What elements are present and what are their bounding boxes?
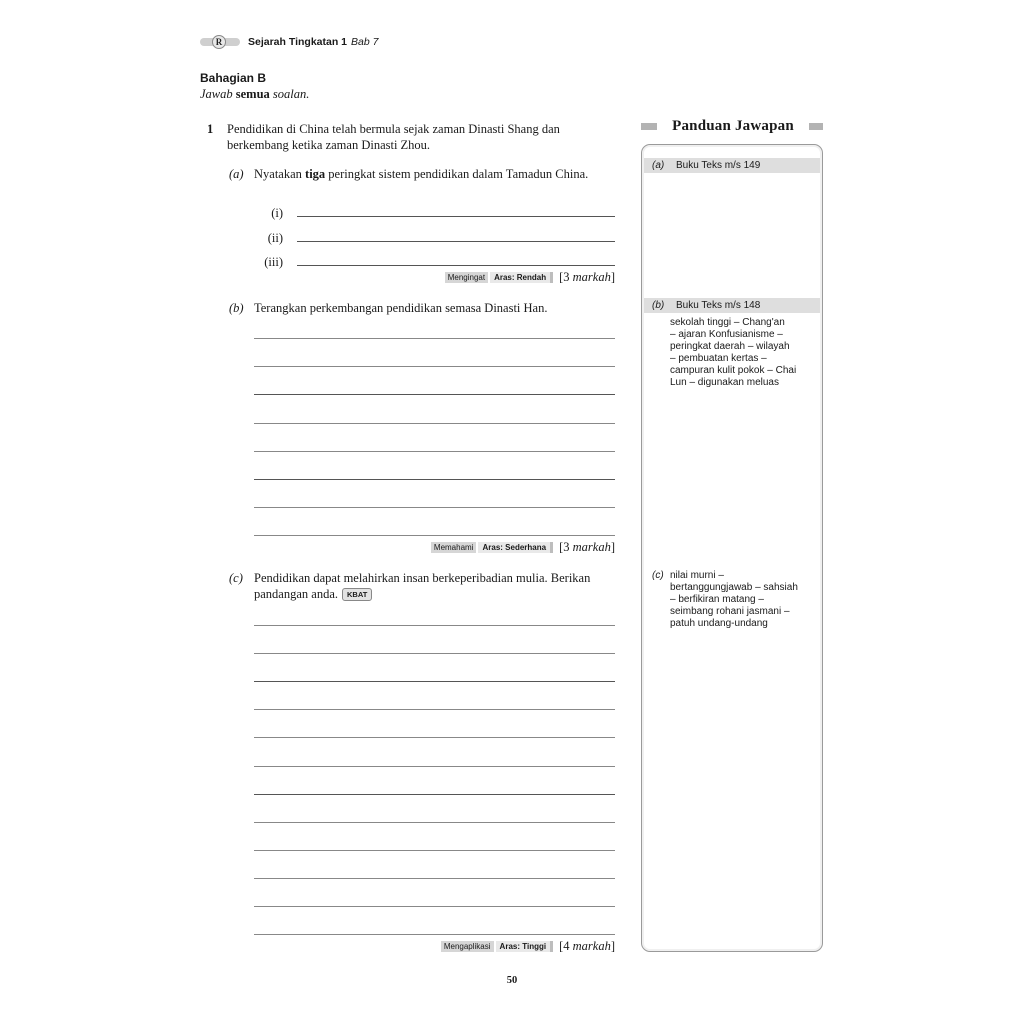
section-title: Bahagian B — [200, 71, 267, 85]
item-ii-label: (ii) — [267, 231, 283, 245]
kbat-badge: KBAT — [342, 588, 372, 601]
section-instruction: Jawab semua soalan. — [200, 87, 310, 101]
title-bar-decoration — [809, 123, 823, 130]
answer-line[interactable] — [254, 507, 615, 508]
answer-line[interactable] — [254, 423, 615, 424]
guide-c-label: (c) — [652, 570, 664, 581]
part-c-marks-row — [441, 939, 615, 954]
title-bar-decoration — [641, 123, 657, 130]
part-a-question: Nyatakan tiga peringkat sistem pendidikan dalam Tamadun China. — [254, 167, 589, 181]
running-header — [200, 34, 378, 50]
part-a-marks-row — [445, 270, 615, 285]
answer-line[interactable] — [254, 681, 615, 682]
part-c-label: (c) — [229, 571, 243, 585]
answer-line[interactable] — [297, 265, 615, 266]
part-b-question: Terangkan perkembangan pendidikan semasa Dinasti Han. — [254, 301, 548, 315]
answer-line[interactable] — [254, 653, 615, 654]
answer-line[interactable] — [254, 451, 615, 452]
guide-b-header: (b) Buku Teks m/s 148 — [644, 298, 820, 313]
answer-line[interactable] — [254, 709, 615, 710]
answer-guide-box — [641, 144, 823, 952]
marks-label: [3 markah] — [559, 270, 615, 284]
question-stem: Pendidikan di China telah bermula sejak zaman Dinasti Shang dan berkembang ketika zaman Dinasti Zhou. — [227, 122, 560, 152]
part-c-question: Pendidikan dapat melahirkan insan berkeperibadian mulia. Berikan pandangan anda. KBAT — [254, 571, 591, 601]
answer-line[interactable] — [254, 934, 615, 935]
answer-line[interactable] — [254, 479, 615, 480]
part-b-label: (b) — [229, 301, 244, 315]
part-a-label: (a) — [229, 167, 244, 181]
level-tag: Memahami Aras: Sederhana — [431, 542, 553, 553]
answer-line[interactable] — [254, 535, 615, 536]
page-number: 50 — [506, 975, 518, 986]
answer-line[interactable] — [297, 216, 615, 217]
answer-line[interactable] — [254, 906, 615, 907]
guide-c-answer: nilai murni – bertanggungjawab – sahsiah – berfikiran matang – seimbang rohani jasmani – patuh undang-undang — [670, 570, 798, 629]
level-tag: Mengaplikasi Aras: Tinggi — [441, 941, 553, 952]
answer-line[interactable] — [254, 850, 615, 851]
marks-label: [4 markah] — [559, 939, 615, 953]
header-chapter: Bab 7 — [351, 36, 379, 48]
answer-line[interactable] — [254, 394, 615, 395]
answer-line[interactable] — [254, 366, 615, 367]
publisher-logo: R — [200, 35, 240, 49]
answer-line[interactable] — [254, 822, 615, 823]
answer-line[interactable] — [297, 241, 615, 242]
answer-guide-title: Panduan Jawapan — [641, 118, 823, 135]
guide-b-answer: sekolah tinggi – Chang'an – ajaran Konfusianisme – peringkat daerah – wilayah – pembuatan kertas – campuran kulit pokok – Chai Lun – digunakan meluas — [670, 317, 797, 388]
answer-line[interactable] — [254, 737, 615, 738]
answer-line[interactable] — [254, 878, 615, 879]
guide-a-header: (a) Buku Teks m/s 149 — [644, 158, 820, 173]
item-i-label: (i) — [271, 206, 283, 220]
part-b-marks-row — [431, 540, 615, 555]
answer-line[interactable] — [254, 625, 615, 626]
level-tag: Mengingat Aras: Rendah — [445, 272, 553, 283]
answer-line[interactable] — [254, 794, 615, 795]
item-iii-label: (iii) — [264, 255, 283, 269]
question-number: 1 — [207, 122, 214, 136]
answer-line[interactable] — [254, 338, 615, 339]
answer-line[interactable] — [254, 766, 615, 767]
marks-label: [3 markah] — [559, 540, 615, 554]
header-subject: Sejarah Tingkatan 1 — [248, 36, 348, 48]
